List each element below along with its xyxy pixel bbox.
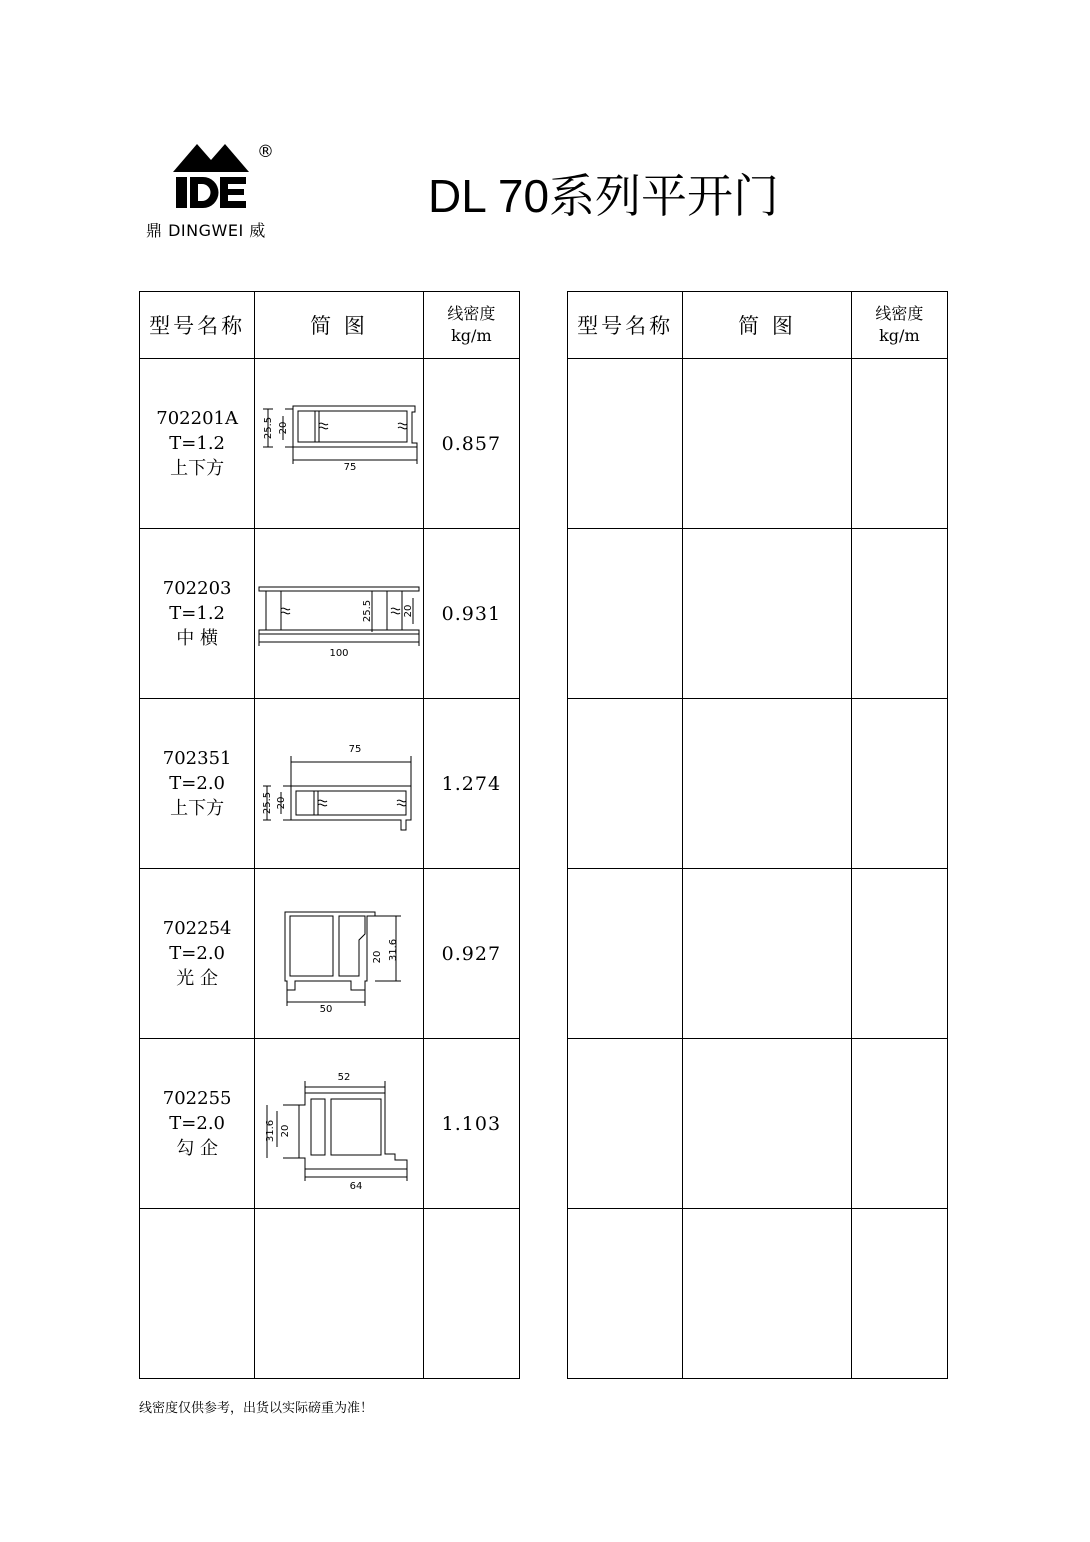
model-thickness: T=1.2 [169,603,225,624]
model-name: 光 企 [176,968,219,989]
density-value: 1.274 [441,772,502,795]
model-cell [140,529,255,699]
model-name: 中 横 [176,628,219,649]
model-thickness: T=1.2 [169,433,225,454]
table-row-empty [568,529,948,699]
density-cell [423,529,519,699]
footnote: 线密度仅供参考，出货以实际磅重为准！ [139,1401,374,1416]
profile-sketch-702351 [255,734,423,834]
dim-width: 100 [329,647,349,659]
profile-sketch-702203 [255,564,423,664]
density-cell [423,359,519,529]
sketch-cell [255,529,423,699]
dim-inner: 20 [280,1124,292,1137]
density-label: 线密度 [447,304,496,323]
table-row [140,359,520,529]
model-code: 702254 [162,918,232,939]
density-value: 0.857 [441,432,502,455]
density-unit: kg/m [451,326,492,345]
profile-sketch-702255 [255,1059,423,1189]
table-row-empty [568,1039,948,1209]
dim-inner: 20 [276,796,288,809]
model-thickness: T=2.0 [169,773,225,794]
model-thickness: T=2.0 [169,1113,225,1134]
profile-sketch-702201A [255,394,423,494]
header-density [851,292,947,359]
dim-width-top: 52 [337,1071,351,1083]
table-row [140,529,520,699]
sketch-cell [255,359,423,529]
table-row-empty [568,359,948,529]
dim-height: 31.6 [265,1119,277,1142]
header-density [423,292,519,359]
density-cell [423,1039,519,1209]
brand-name [146,218,266,241]
table-row-empty [140,1209,520,1379]
model-cell [140,699,255,869]
density-value: 0.931 [441,602,502,625]
table-header-row [140,292,520,359]
header-model: 型号名称 [568,292,683,359]
header-sketch: 简 图 [683,292,851,359]
sketch-cell [255,1039,423,1209]
model-code: 702201A [156,408,238,429]
table-row [140,869,520,1039]
density-value: 1.103 [441,1112,502,1135]
model-cell [140,869,255,1039]
density-label: 线密度 [875,304,924,323]
dim-height: 31.6 [388,938,400,961]
dim-width: 75 [343,461,357,473]
model-cell [140,359,255,529]
profile-table-left [139,291,520,1379]
header-model: 型号名称 [140,292,255,359]
table-row-empty [568,1209,948,1379]
table-row [140,699,520,869]
brand-name-left: 鼎 [146,221,163,240]
dim-height: 25.5 [262,791,274,814]
brand-name-en: DINGWEI [168,221,244,240]
header-sketch: 简 图 [255,292,423,359]
density-cell [423,699,519,869]
dim-width-bottom: 64 [349,1180,363,1189]
dim-inner: 20 [372,950,384,963]
model-code: 702203 [162,578,232,599]
page-title: DL 70系列平开门 [428,170,780,222]
sketch-cell [255,869,423,1039]
model-name: 上下方 [170,458,225,479]
table-header-row [568,292,948,359]
dim-height: 25.5 [263,416,275,439]
brand-name-right: 威 [249,221,266,240]
dim-width: 50 [319,1003,333,1014]
model-code: 702351 [162,748,232,769]
dim-inner: 20 [278,421,290,434]
model-thickness: T=2.0 [169,943,225,964]
dim-inner: 20 [403,604,415,617]
dim-height: 25.5 [362,599,374,622]
model-cell [140,1039,255,1209]
registered-mark: ® [257,142,274,162]
table-row [140,1039,520,1209]
table-row-empty [568,699,948,869]
density-cell [423,869,519,1039]
model-name: 勾 企 [176,1138,219,1159]
density-unit: kg/m [879,326,920,345]
model-code: 702255 [162,1088,232,1109]
table-row-empty [568,869,948,1039]
model-name: 上下方 [170,798,225,819]
density-value: 0.927 [441,942,502,965]
sketch-cell [255,699,423,869]
profile-sketch-702254 [255,894,423,1014]
dim-width: 75 [348,743,362,755]
profile-table-right [567,291,948,1379]
